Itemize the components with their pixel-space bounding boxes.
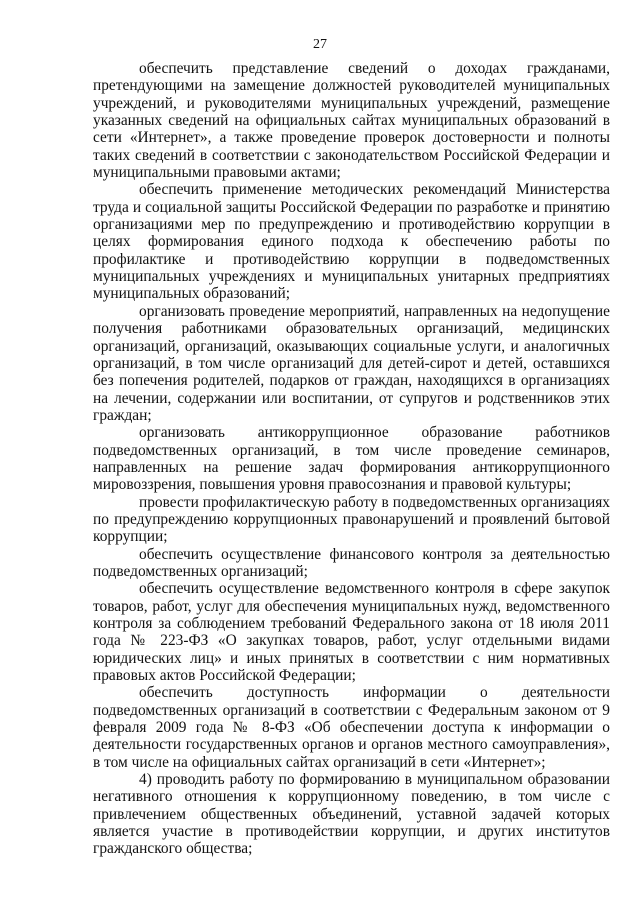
- document-body: [93, 60, 610, 858]
- paragraph-gifts-prevention: организовать проведение мероприятий, направленных на недопущение получения работниками образовательных организаций, медицинских организаций, организаций, оказывающих социальные услуги, и аналогичных организаций, в том числе организаций для детей-сирот и детей, оставшихся без попечения родителей, подарков от граждан, находящихся в организациях на лечении, содержании или воспитании, от супругов и родственников этих граждан;: [93, 302, 610, 424]
- paragraph-financial-disclosure: обеспечить представление сведений о доходах гражданами, претендующими на замещение должностей руководителей муниципальных учреждений, и руководителями муниципальных учреждений, размещение указанных сведений на официальных сайтах муниципальных образований в сети «Интернет», а также проведение проверок достоверности и полноты таких сведений в соответствии с законодательством Российской Федерации и муниципальными правовыми актами;: [93, 60, 610, 182]
- page-number: 27: [313, 37, 327, 52]
- paragraph-methodical-recommendations: обеспечить применение методических рекомендаций Министерства труда и социальной защиты Российской Федерации по разработке и принятию организациями мер по предупреждению и противодействию коррупции в целях формирования единого подхода к обеспечению работы по профилактике и противодействию коррупции в подведомственных муниципальных учреждениях и муниципальных унитарных предприятиях муниципальных образований;: [93, 181, 610, 303]
- paragraph-anticorruption-education: организовать антикоррупционное образование работников подведомственных организаций, в том числе проведение семинаров, направленных на решение задач формирования антикоррупционного мировоззрения, повышения уровня правосознания и правовой культуры;: [93, 424, 610, 494]
- paragraph-financial-control: обеспечить осуществление финансового контроля за деятельностью подведомственных организаций;: [93, 545, 610, 580]
- paragraph-preventive-work: провести профилактическую работу в подведомственных организациях по предупреждению коррупционных правонарушений и проявлений бытовой коррупции;: [93, 493, 610, 546]
- paragraph-item-4: 4) проводить работу по формированию в муниципальном образовании негативного отношения к коррупционному поведению, в том числе с привлечением общественных объединений, уставной задачей которых является участие в противодействии коррупции, и других институтов гражданского общества;: [93, 771, 610, 858]
- paragraph-information-access: обеспечить доступность информации о деятельности подведомственных организаций в соответствии с Федеральным законом от 9 февраля 2009 года № 8-ФЗ «Об обеспечении доступа к информации о деятельности государственных органов и органов местного самоуправления», в том числе на официальных сайтах организаций в сети «Интернет»;: [93, 684, 610, 771]
- paragraph-procurement-control: обеспечить осуществление ведомственного контроля в сфере закупок товаров, работ, услуг для обеспечения муниципальных нужд, ведомственного контроля за соблюдением требований Федерального закона от 18 июля 2011 года № 223-ФЗ «О закупках товаров, работ, услуг отдельными видами юридических лиц» и иных принятых в соответствии с ним нормативных правовых актов Российской Федерации;: [93, 580, 610, 685]
